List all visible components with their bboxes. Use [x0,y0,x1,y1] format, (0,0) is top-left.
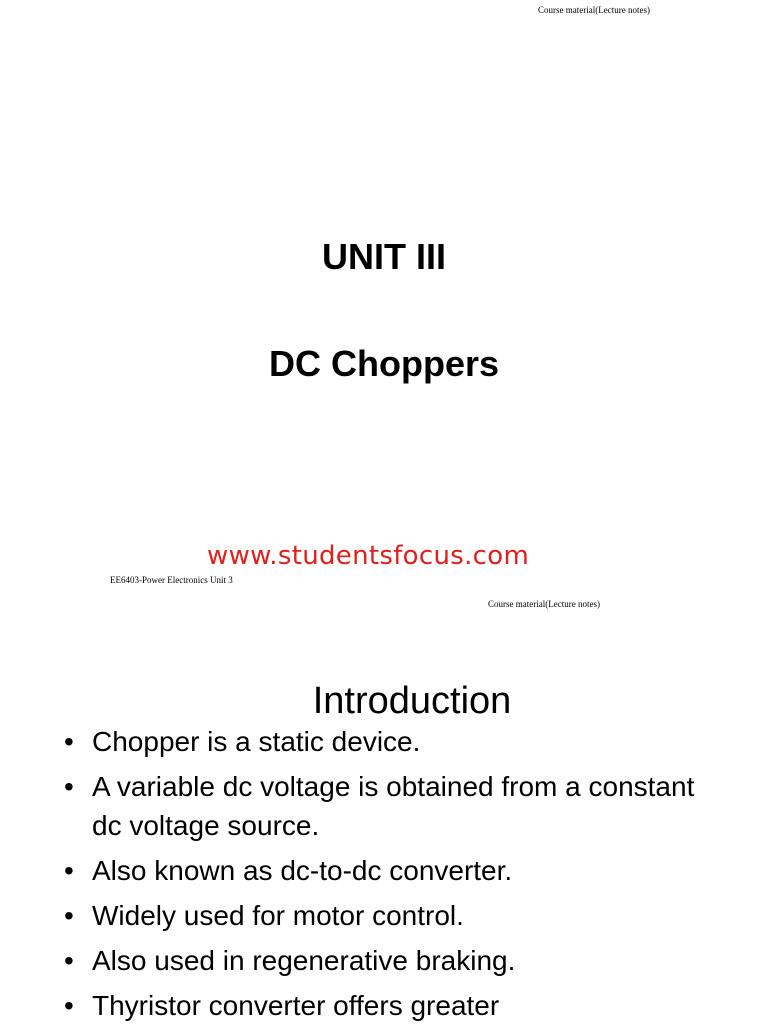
list-item [64,896,724,935]
bullet-dot-icon: • [64,900,74,931]
header-note: Course material(Lecture notes) [538,5,650,15]
header-note-2: Course material(Lecture notes) [488,599,600,609]
bullet-list [64,722,724,1031]
bullet-dot-icon: • [64,855,74,886]
bullet-text: Chopper is a static device. [92,726,421,757]
bullet-dot-icon: • [64,771,74,802]
bullet-text: Also known as dc-to-dc converter. [92,855,513,886]
bullet-dot-icon: • [64,945,74,976]
unit-title: UNIT III [322,236,446,277]
list-item [64,767,724,845]
bullet-text: Thyristor converter offers greater [92,990,500,1021]
bullet-dot-icon: • [64,726,74,757]
topic-title: DC Choppers [268,343,499,384]
list-item [64,986,724,1025]
bullet-text: Also used in regenerative braking. [92,945,516,976]
bullet-text: Widely used for motor control. [92,900,464,931]
list-item [64,941,724,980]
section-heading: Introduction [312,680,512,722]
bullet-dot-icon: • [64,990,74,1021]
list-item [64,851,724,890]
footer-note: EE6403-Power Electronics Unit 3 [110,575,233,585]
bullet-text: A variable dc voltage is obtained from a constant dc voltage source. [92,771,695,841]
website-url[interactable]: www.studentsfocus.com [207,541,530,571]
list-item [64,722,724,761]
